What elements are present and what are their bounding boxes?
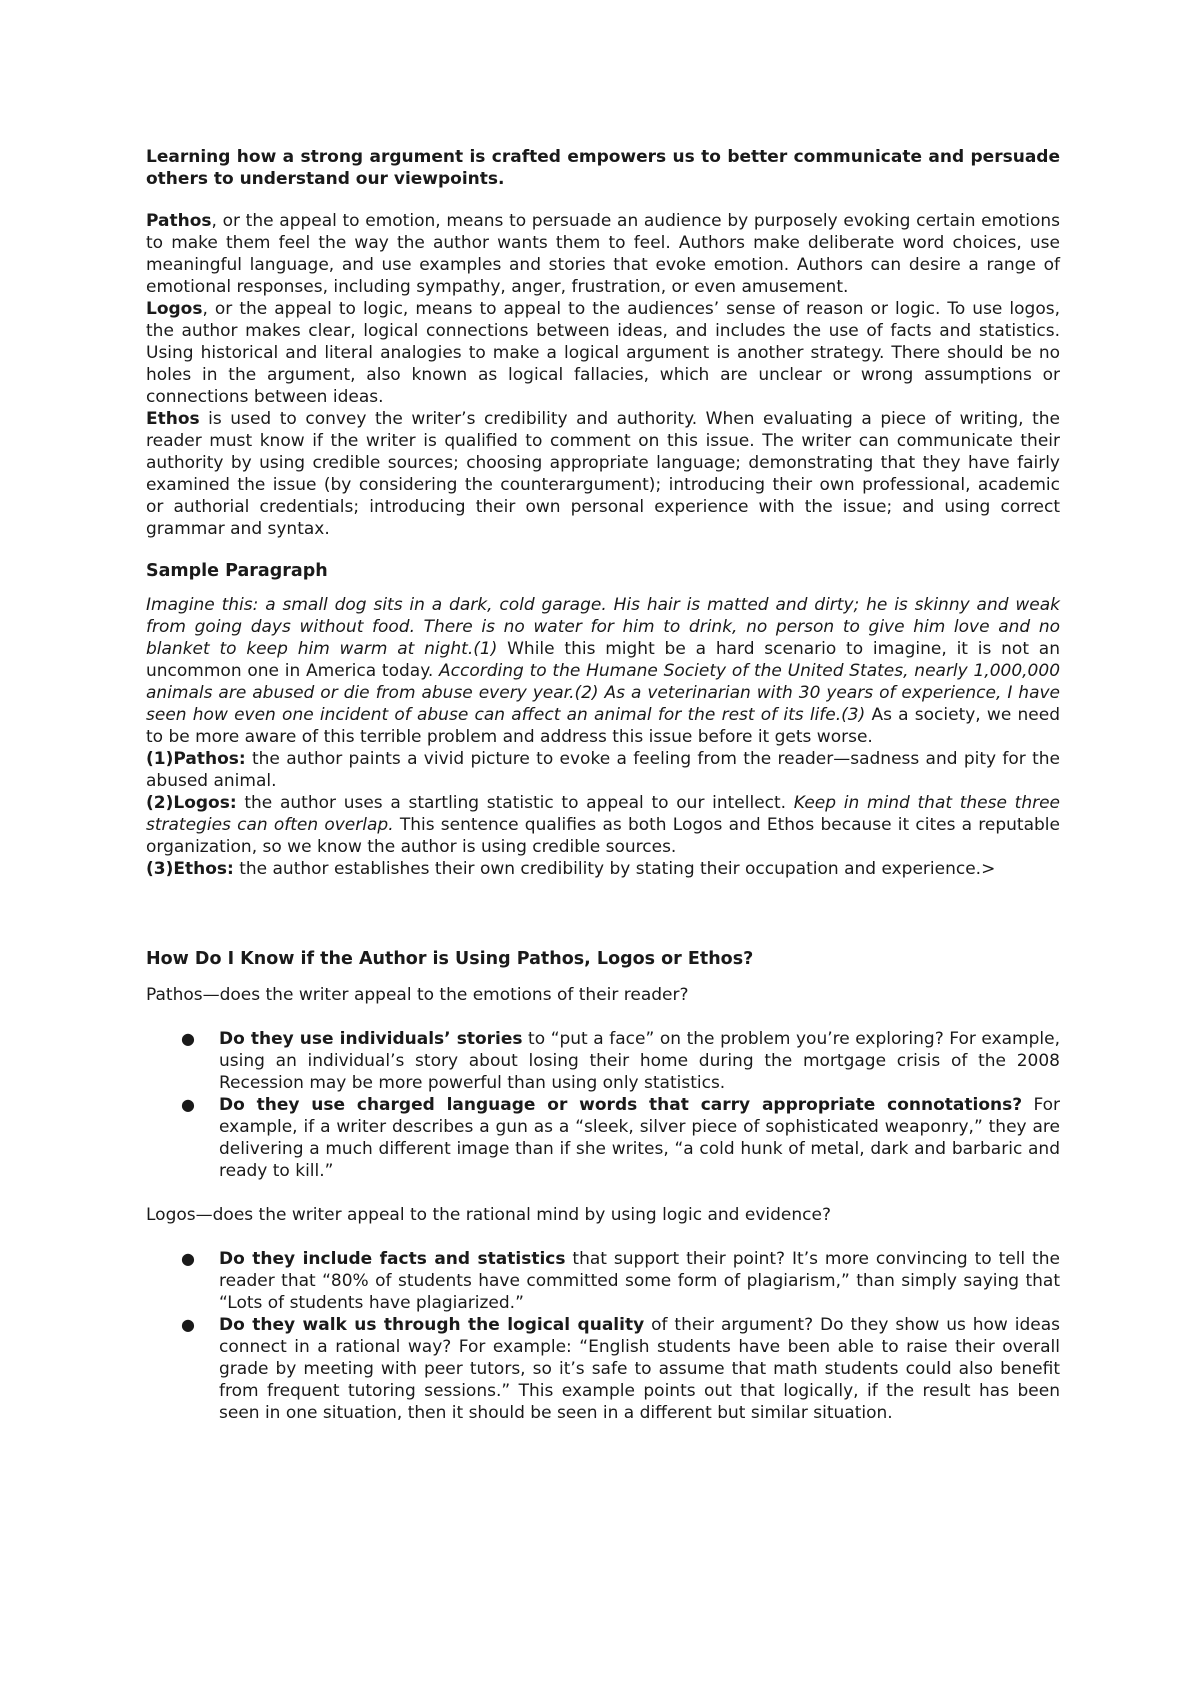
list-item-lead: Do they use individuals’ stories	[219, 1029, 523, 1049]
list-item-lead: Do they include facts and statistics	[219, 1249, 566, 1269]
bullet-icon: ●	[181, 1095, 195, 1114]
definition-pathos	[146, 210, 1060, 298]
sample-text-italic: According to the Humane Society of the United States, nearly 1,000,000 animals are abused or die from abuse every year.(2) As a veterinarian with 30 years of experience, I have seen how even one incident of abuse can affect an animal for the rest of its life.(3)	[146, 661, 1061, 725]
pathos-question: Pathos—does the writer appeal to the emotions of their reader?	[146, 985, 689, 1005]
list-item	[181, 1094, 1061, 1182]
note-text: the author establishes their own credibility by stating their occupation and experience.>	[233, 859, 996, 879]
definition-text: , or the appeal to emotion, means to persuade an audience by purposely evoking certain emotions to make them feel the way the author wants them to feel. Authors make deliberate word choices, use meaningful language, and use examples and stories that evoke emotion. Authors can desire a range of emotional responses, including sympathy, anger, frustration, or even amusement.	[146, 211, 1060, 297]
logos-list	[146, 1248, 1060, 1424]
list-item	[181, 1314, 1061, 1424]
sample-body	[146, 594, 1060, 748]
sample-paragraph	[146, 594, 1060, 880]
pathos-list	[146, 1028, 1060, 1182]
list-item-text: to “put a face” on the problem you’re exploring? For example, using an individual’s story about losing their home during the mortgage crisis of the 2008 Recession may be more powerful than using only statistics.	[219, 1029, 1060, 1093]
note-ethos	[146, 858, 1060, 880]
sample-text-italic: Imagine this: a small dog sits in a dark, cold garage. His hair is matted and dirty; he is skinny and weak from going days without food. There is no water for him to drink, no person to give him love and no blanket to keep him warm at night.(1)	[146, 595, 1060, 659]
definition-ethos	[146, 408, 1060, 540]
term-pathos: Pathos	[146, 211, 212, 231]
note-pathos	[146, 748, 1060, 792]
note-label: (2)Logos:	[146, 793, 237, 813]
bullet-icon: ●	[181, 1249, 195, 1268]
sample-heading: Sample Paragraph	[146, 561, 328, 581]
definitions	[146, 210, 1060, 540]
list-item	[181, 1248, 1061, 1314]
list-item-text: that support their point? It’s more convincing to tell the reader that “80% of students have committed some form of plagiarism,” than simply saying that “Lots of students have plagiarized.”	[219, 1249, 1061, 1313]
definition-logos	[146, 298, 1060, 408]
logos-question: Logos—does the writer appeal to the rational mind by using logic and evidence?	[146, 1205, 831, 1225]
document-page	[146, 146, 1060, 1424]
bullet-icon: ●	[181, 1029, 195, 1048]
note-label: (3)Ethos:	[146, 859, 234, 879]
note-text-italic: Keep in mind that these three strategies can often overlap.	[146, 793, 1061, 835]
list-item-lead: Do they use charged language or words that carry appropriate connotations?	[219, 1095, 1023, 1115]
term-ethos: Ethos	[146, 409, 200, 429]
intro-statement: Learning how a strong argument is crafted empowers us to better communicate and persuade others to understand our viewpoints.	[146, 147, 1060, 189]
note-text: the author paints a vivid picture to evoke a feeling from the reader—sadness and pity for the abused animal.	[146, 749, 1060, 791]
note-text: the author uses a startling statistic to appeal to our intellect.	[236, 793, 794, 813]
term-logos: Logos	[146, 299, 203, 319]
list-item-text: of their argument? Do they show us how ideas connect in a rational way? For example: “English students have been able to raise their overall grade by meeting with peer tutors, so it’s safe to assume that math students could also benefit from frequent tutoring sessions.” This example points out that logically, if the result has been seen in one situation, then it should be seen in a different but similar situation.	[219, 1315, 1061, 1423]
definition-text: , or the appeal to logic, means to appeal to the audiences’ sense of reason or logic. To use logos, the author makes clear, logical connections between ideas, and includes the use of facts and statistics. Using historical and literal analogies to make a logical argument is another strategy. There should be no holes in the argument, also known as logical fallacies, which are unclear or wrong assumptions or connections between ideas.	[146, 299, 1060, 407]
how-heading: How Do I Know if the Author is Using Pathos, Logos or Ethos?	[146, 949, 754, 969]
sample-text: As a society, we need to be more aware of this terrible problem and address this issue before it gets worse.	[146, 705, 1060, 747]
note-text: This sentence qualifies as both Logos and Ethos because it cites a reputable organization, so we know the author is using credible sources.	[146, 815, 1060, 857]
list-item	[181, 1028, 1060, 1094]
definition-text: is used to convey the writer’s credibility and authority. When evaluating a piece of writing, the reader must know if the writer is qualified to comment on this issue. The writer can communicate their authority by using credible sources; choosing appropriate language; demonstrating that they have fairly examined the issue (by considering the counterargument); introducing their own professional, academic or authorial credentials; introducing their own personal experience with the issue; and using correct grammar and syntax.	[146, 409, 1060, 539]
note-label: (1)Pathos:	[146, 749, 246, 769]
list-item-text: For example, if a writer describes a gun as a “sleek, silver piece of sophisticated weaponry,” they are delivering a much different image than if she writes, “a cold hunk of metal, dark and barbaric and ready to kill.”	[219, 1095, 1061, 1181]
note-logos	[146, 792, 1060, 858]
list-item-lead: Do they walk us through the logical quality	[219, 1315, 645, 1335]
bullet-icon: ●	[181, 1315, 195, 1334]
sample-text: While this might be a hard scenario to imagine, it is not an uncommon one in America today.	[146, 639, 1060, 681]
